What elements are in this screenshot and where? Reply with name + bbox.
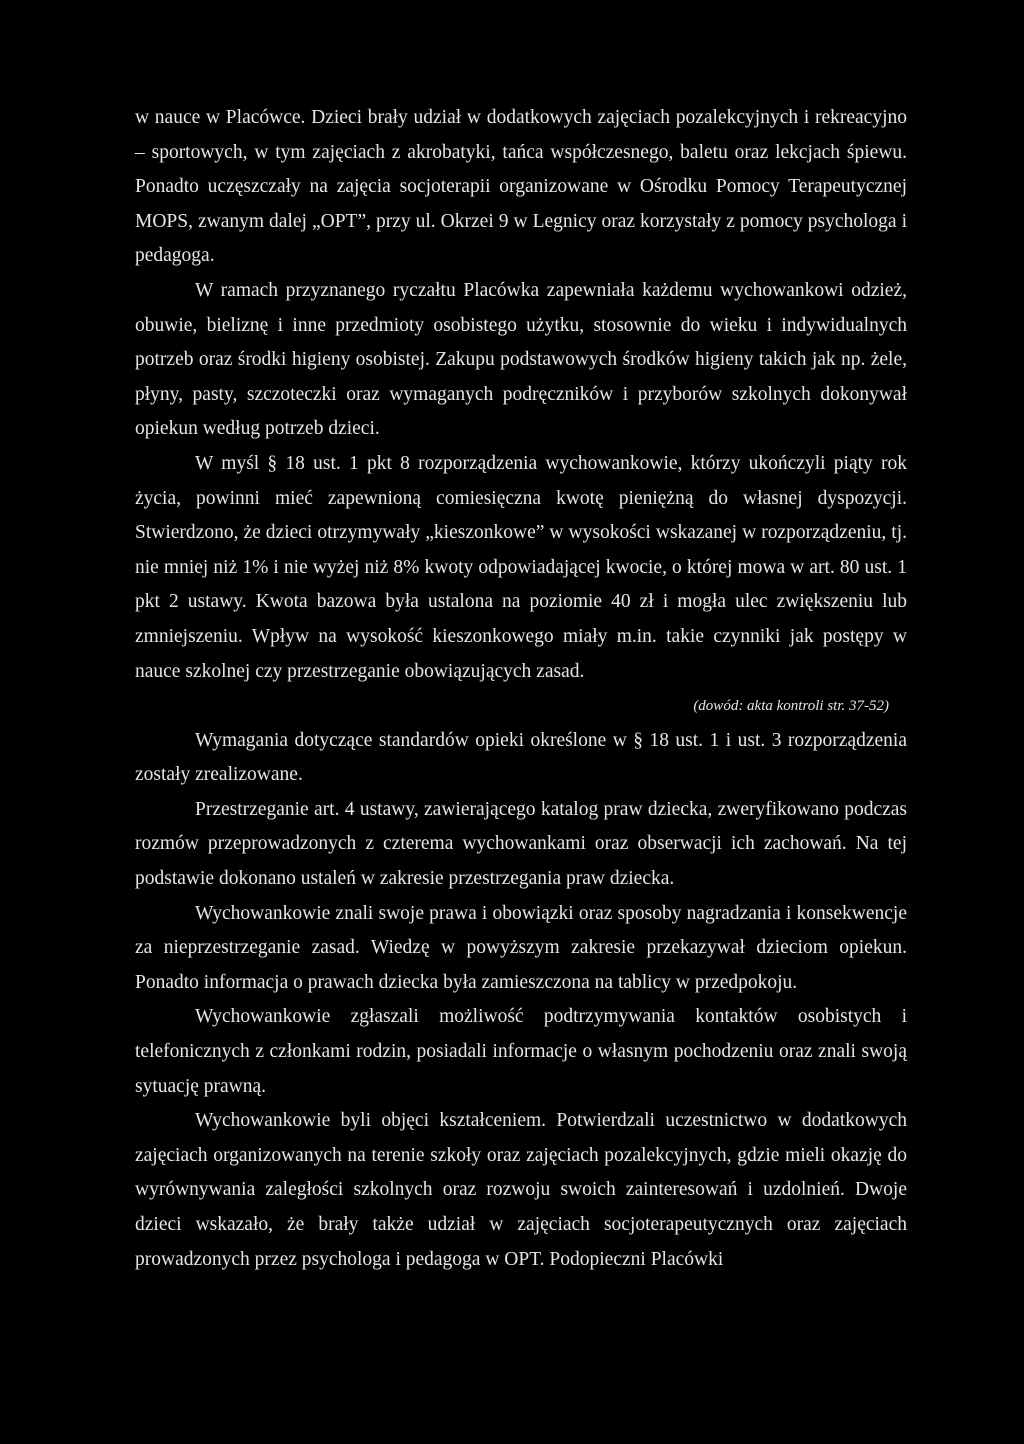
paragraph-contacts: Wychowankowie zgłaszali możliwość podtrzymywania kontaktów osobistych i telefonicznych z członkami rodzin, posiadali informacje o własnym pochodzeniu oraz znali swoją sytuację prawną. (135, 1006, 907, 1097)
paragraph-allowance: W ramach przyznanego ryczałtu Placówka zapewniała każdemu wychowankowi odzież, obuwie, bieliznę i inne przedmioty osobistego użytku, stosownie do wieku i indywidualnych potrzeb oraz środki higieny osobistej. Zakupu podstawowych środków higieny takich jak np. żele, płyny, pasty, szczoteczki oraz wymaganych podręczników i przyborów szkolnych dokonywał opiekun według potrzeb dzieci. (135, 279, 907, 440)
paragraph-rights-knowledge: Wychowankowie znali swoje prawa i obowiązki oraz sposoby nagradzania i konsekwencje za nieprzestrzeganie zasad. Wiedzę w powyższym zakresie przekazywał dzieciom opiekun. Ponadto informacja o prawach dziecka była zamieszczona na tablicy w przedpokoju. (135, 902, 907, 993)
paragraph-education: Wychowankowie byli objęci kształceniem. Potwierdzali uczestnictwo w dodatkowych zajęciach organizowanych na terenie szkoły oraz zajęciach pozalekcyjnych, gdzie mieli okazję do wyrównywania zaległości szkolnych oraz rozwoju swoich zainteresowań i uzdolnień. Dwoje dzieci wskazało, że brały także udział w zajęciach socjoterapeutycznych oraz zajęciach prowadzonych przez psychologa i pedagoga w OPT. Podopieczni Placówki (135, 1110, 907, 1270)
document-body (135, 101, 907, 1277)
evidence-note: (dowód: akta kontroli str. 37-52) (693, 698, 889, 715)
paragraph-child-rights: Przestrzeganie art. 4 ustawy, zawierającego katalog praw dziecka, zweryfikowano podczas rozmów przeprowadzonych z czterema wychowankami oraz obserwacji ich zachowań. Na tej podstawie dokonano ustaleń w zakresie przestrzegania praw dziecka. (135, 798, 907, 890)
paragraph-standards: Wymagania dotyczące standardów opieki określone w § 18 ust. 1 i ust. 3 rozporządzenia zostały zrealizowane. (135, 729, 907, 786)
paragraph-continuation: w nauce w Placówce. Dzieci brały udział w dodatkowych zajęciach pozalekcyjnych i rekreacyjno – sportowych, w tym zajęciach z akrobatyki, tańca współczesnego, baletu oraz lekcjach śpiewu. Ponadto uczęszczały na zajęcia socjoterapii organizowane w Ośrodku Pomocy Terapeutycznej MOPS, zwanym dalej „OPT”, przy ul. Okrzei 9 w Legnicy oraz korzystały z pomocy psychologa i pedagoga. (135, 107, 907, 267)
paragraph-pocket-money: W myśl § 18 ust. 1 pkt 8 rozporządzenia wychowankowie, którzy ukończyli piąty rok życia, powinni mieć zapewnioną comiesięczna kwotę pieniężną do własnej dyspozycji. Stwierdzono, że dzieci otrzymywały „kieszonkowe” w wysokości wskazanej w rozporządzeniu, tj. nie mniej niż 1% i nie wyżej niż 8% kwoty odpowiadającej kwocie, o której mowa w art. 80 ust. 1 pkt 2 ustawy. Kwota bazowa była ustalona na poziomie 40 zł i mogła ulec zwiększeniu lub zmniejszeniu. Wpływ na wysokość kieszonkowego miały m.in. takie czynniki jak postępy w nauce szkolnej czy przestrzeganie obowiązujących zasad. (135, 452, 907, 682)
